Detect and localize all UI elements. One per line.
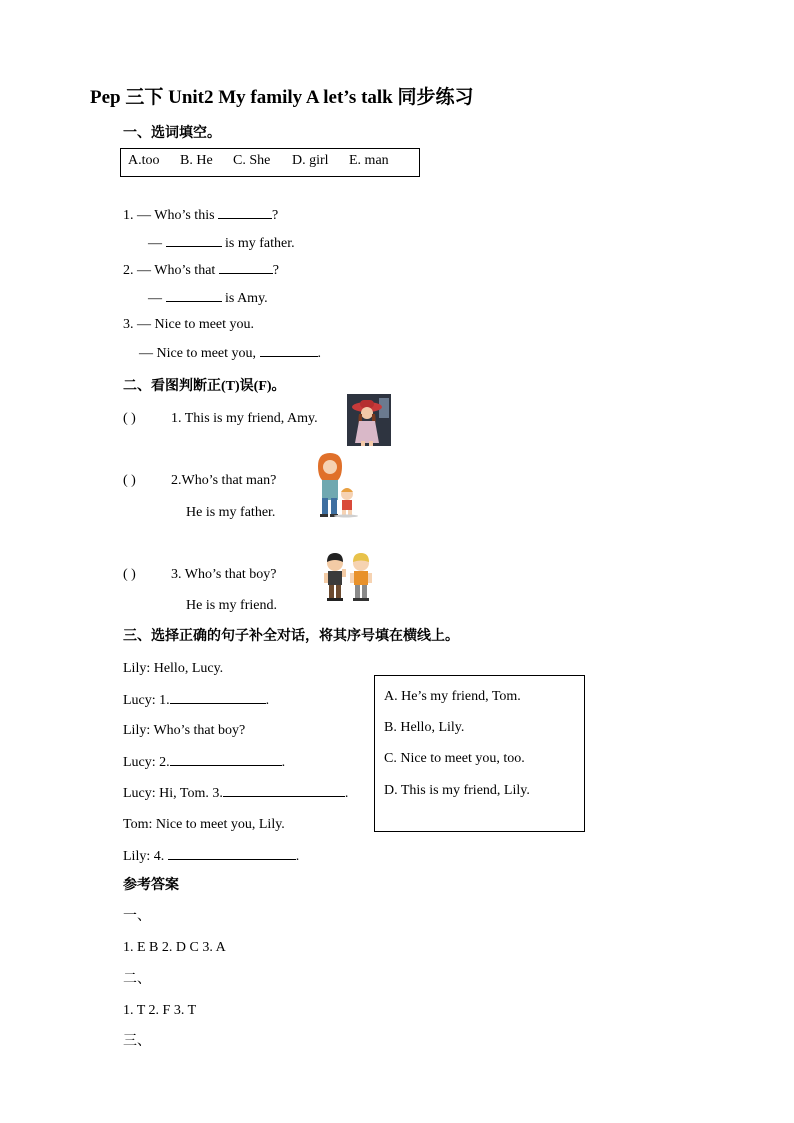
dialogue-text-1: Lily: Hello, Lucy. <box>123 661 224 676</box>
answers-s3-label: 三、 <box>123 1034 151 1049</box>
s1-q1-prompt: 1. — Who’s this <box>123 208 215 223</box>
sentence-option-c: C. Nice to meet you, too. <box>384 751 525 766</box>
s1-q2-dash: — <box>148 291 162 306</box>
s1-q2-blank-b[interactable] <box>166 288 222 302</box>
s1-q3-line-a: 3. — Nice to meet you. <box>123 317 255 332</box>
dialogue-blank-2[interactable] <box>170 752 282 766</box>
dialogue-text-5: Lucy: Hi, Tom. 3. <box>123 786 223 801</box>
section2-heading: 二、看图判断正(T)误(F)。 <box>123 379 286 394</box>
s2-item3-reply: He is my friend. <box>186 598 277 613</box>
s2-item2-text: 2.Who’s that man? <box>171 473 277 488</box>
s1-q2-mark: ? <box>272 263 280 278</box>
answers-s1-label: 一、 <box>123 909 151 924</box>
dialogue-end-4: . <box>281 755 286 770</box>
s1-q1-mark: ? <box>272 208 279 223</box>
word-option-c: C. She <box>233 153 271 168</box>
word-option-e: E. man <box>349 153 389 168</box>
section1-heading: 一、选词填空。 <box>123 126 221 141</box>
s1-q2-line-b <box>148 288 268 309</box>
dialogue-line-6 <box>123 815 285 835</box>
dialogue-end-5: . <box>344 786 349 801</box>
s1-q1-blank-b[interactable] <box>166 233 222 247</box>
girl-with-hat-picture <box>347 394 391 446</box>
word-option-b: B. He <box>180 153 213 168</box>
answers-s2-label: 二、 <box>123 972 151 987</box>
page-title: Pep 三下 Unit2 My family A let’s talk 同步练习 <box>90 87 474 108</box>
word-option-d: D. girl <box>292 153 329 168</box>
s1-q3-line-b <box>139 343 321 364</box>
s1-q1-line-a <box>123 205 278 226</box>
dialogue-line-4 <box>123 752 285 773</box>
s2-item3-paren[interactable]: ( ) <box>123 567 136 582</box>
dialogue-text-3: Lily: Who’s that boy? <box>123 723 246 738</box>
dialogue-line-5 <box>123 783 348 804</box>
dialogue-line-3 <box>123 721 245 741</box>
s2-item1-text: 1. This is my friend, Amy. <box>171 411 318 426</box>
two-boys-picture <box>321 553 375 603</box>
s2-item2-paren[interactable]: ( ) <box>123 473 136 488</box>
dialogue-line-2 <box>123 690 269 711</box>
dialogue-text-7: Lily: 4. <box>123 849 168 864</box>
s1-q2-blank-a[interactable] <box>219 260 273 274</box>
s1-q1-answer-text: is my father. <box>225 236 295 251</box>
dialogue-line-7 <box>123 846 299 867</box>
word-bank-box <box>120 148 420 177</box>
s2-item2-reply: He is my father. <box>186 505 276 520</box>
dialogue-end-2: . <box>265 693 270 708</box>
dialogue-text-6: Tom: Nice to meet you, Lily. <box>123 817 285 832</box>
sentence-options-box <box>374 675 585 832</box>
dialogue-text-2: Lucy: 1. <box>123 693 170 708</box>
answers-heading: 参考答案 <box>123 878 179 893</box>
s1-q1-line-b <box>148 233 295 254</box>
dialogue-text-4: Lucy: 2. <box>123 755 170 770</box>
s1-q1-dash: — <box>148 236 162 251</box>
sentence-option-b: B. Hello, Lily. <box>384 720 465 735</box>
s1-q3-period: . <box>317 346 322 361</box>
s1-q3-prompt: — Nice to meet you, <box>139 346 257 361</box>
dialogue-line-1 <box>123 659 223 679</box>
word-option-a: A.too <box>128 153 160 168</box>
s2-item3-text: 3. Who’s that boy? <box>171 567 277 582</box>
s1-q2-answer-text: is Amy. <box>225 291 268 306</box>
dialogue-end-7: . <box>295 849 300 864</box>
s2-item1-paren[interactable]: ( ) <box>123 411 136 426</box>
s1-q2-prompt: 2. — Who’s that <box>123 263 216 278</box>
answers-s1-text: 1. E B 2. D C 3. A <box>123 940 226 955</box>
s1-q3-blank[interactable] <box>260 343 318 357</box>
s1-q2-line-a <box>123 260 279 281</box>
s1-q1-blank-a[interactable] <box>218 205 272 219</box>
woman-and-boy-picture <box>312 452 362 518</box>
dialogue-blank-4[interactable] <box>168 846 296 860</box>
sentence-option-d: D. This is my friend, Lily. <box>384 783 530 798</box>
dialogue-blank-1[interactable] <box>170 690 266 704</box>
section3-heading: 三、选择正确的句子补全对话，将其序号填在横线上。 <box>123 629 459 644</box>
sentence-option-a: A. He’s my friend, Tom. <box>384 689 521 704</box>
answers-s2-text: 1. T 2. F 3. T <box>123 1003 197 1018</box>
dialogue-blank-3[interactable] <box>223 783 345 797</box>
